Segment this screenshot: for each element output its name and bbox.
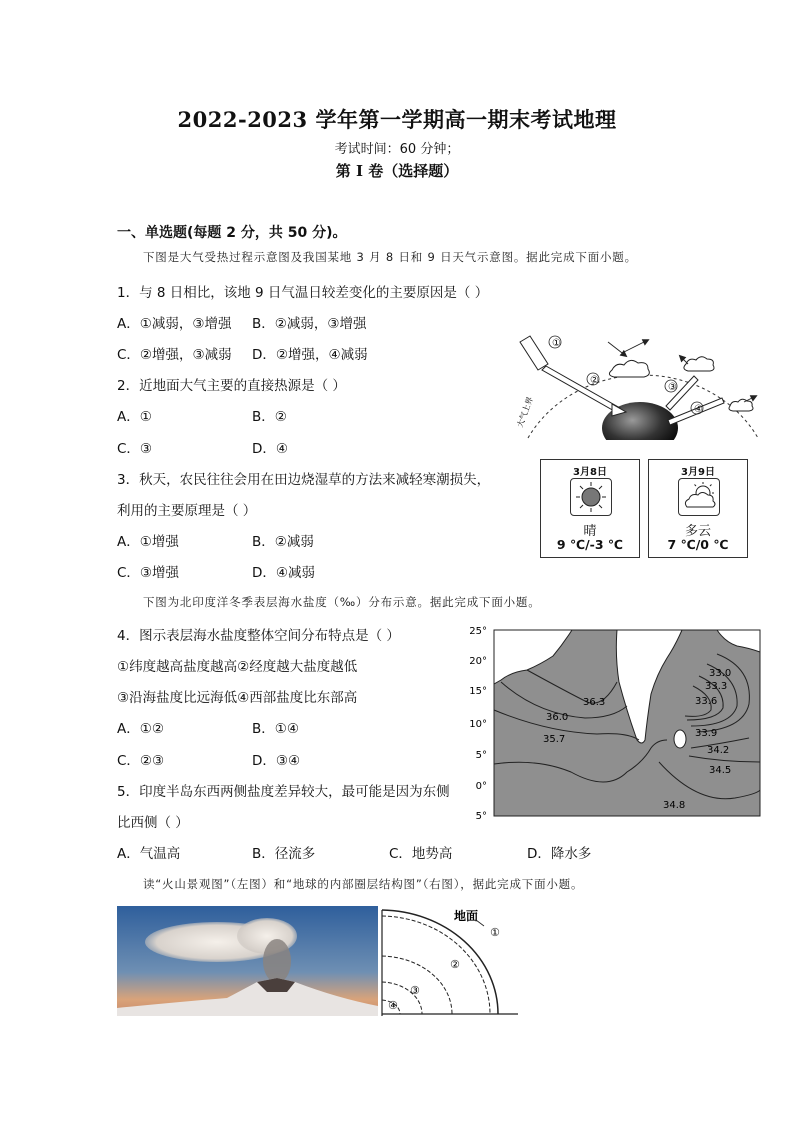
layer-label: ④ bbox=[388, 999, 398, 1012]
intro-text-1: 下图是大气受热过程示意图及我国某地 3 月 8 日和 9 日天气示意图。据此完成下面小题。 bbox=[143, 250, 637, 264]
lat-label: 15° bbox=[469, 686, 487, 697]
isoline-label: 34.8 bbox=[663, 800, 686, 811]
exam-time: 考试时间：60 分钟； bbox=[334, 142, 460, 157]
lat-label: 20° bbox=[469, 656, 487, 667]
sun-icon bbox=[570, 478, 612, 516]
question-1-stem: 1．与 8 日相比，该地 9 日气温日较差变化的主要原因是（ ） bbox=[117, 285, 489, 301]
layer-label: ① bbox=[490, 926, 500, 939]
question-5-option-b[interactable]: B．径流多 bbox=[252, 846, 316, 862]
question-2-stem: 2．近地面大气主要的直接热源是（ ） bbox=[117, 378, 346, 394]
atmosphere-heating-diagram bbox=[508, 330, 768, 442]
question-1-option-d[interactable]: D．②增强，④减弱 bbox=[252, 347, 368, 363]
question-4-option-b[interactable]: B．①④ bbox=[252, 721, 299, 737]
lat-label: 5° bbox=[475, 811, 487, 822]
arrow-1-label: ① bbox=[552, 338, 561, 349]
question-5-option-d[interactable]: D．降水多 bbox=[527, 846, 592, 862]
question-3-stem-line1: 3．秋天，农民往往会用在田边烧湿草的方法来减轻寒潮损失， bbox=[117, 472, 491, 488]
weather-date: 3月8日 bbox=[573, 467, 607, 478]
volcano-photo bbox=[117, 906, 378, 1016]
question-4-items-line1: ①纬度越高盐度越高②经度越大盐度越低 bbox=[117, 659, 358, 675]
cloud-icon bbox=[609, 360, 649, 377]
weather-temps: 7 ℃/0 ℃ bbox=[667, 537, 729, 552]
volume-heading: 第 I 卷（选择题） bbox=[335, 162, 459, 180]
weather-date: 3月9日 bbox=[681, 467, 715, 478]
question-4-option-c[interactable]: C．②③ bbox=[117, 753, 165, 769]
isoline-label: 33.0 bbox=[709, 668, 732, 679]
layer-label: ③ bbox=[410, 984, 420, 997]
arrow-2-icon bbox=[542, 366, 620, 412]
arrow-4-label: ④ bbox=[694, 404, 703, 415]
page-title: 2022-2023 学年第一学期高一期末考试地理 bbox=[177, 107, 617, 132]
question-3-stem-line2: 利用的主要原理是（ ） bbox=[117, 503, 257, 519]
question-3-option-a[interactable]: A．①增强 bbox=[117, 534, 179, 550]
isoline-label: 36.0 bbox=[546, 712, 569, 723]
question-1-option-b[interactable]: B．②减弱，③增强 bbox=[252, 316, 367, 332]
intro-text-2: 下图为北印度洋冬季表层海水盐度（‰）分布示意。据此完成下面小题。 bbox=[143, 595, 541, 609]
question-2-option-b[interactable]: B．② bbox=[252, 409, 287, 425]
question-5-option-a[interactable]: A．气温高 bbox=[117, 846, 181, 862]
question-5-option-c[interactable]: C．地势高 bbox=[389, 846, 453, 862]
isoline-label: 36.3 bbox=[583, 697, 606, 708]
lat-label: 25° bbox=[469, 626, 487, 637]
intro-text-3: 读“火山景观图”（左图）和“地球的内部圈层结构图”（右图），据此完成下面小题。 bbox=[143, 877, 584, 891]
question-2-option-c[interactable]: C．③ bbox=[117, 441, 153, 457]
question-3-option-d[interactable]: D．④减弱 bbox=[252, 565, 315, 581]
isoline-label: 35.7 bbox=[543, 734, 566, 745]
cloud-icon bbox=[729, 399, 753, 411]
weather-card-mar9 bbox=[648, 459, 748, 558]
section-heading: 一、单选题(每题 2 分，共 50 分)。 bbox=[117, 225, 347, 241]
isoline-label: 33.9 bbox=[695, 728, 718, 739]
boundary-label: 大气上界 bbox=[515, 395, 535, 429]
question-4-stem: 4．图示表层海水盐度整体空间分布特点是（ ） bbox=[117, 628, 400, 644]
isoline-label: 34.2 bbox=[707, 745, 730, 756]
question-4-option-a[interactable]: A．①② bbox=[117, 721, 164, 737]
weather-card-mar8 bbox=[540, 459, 640, 558]
question-5-stem-line2: 比西侧（ ） bbox=[117, 815, 189, 831]
question-3-option-c[interactable]: C．③增强 bbox=[117, 565, 180, 581]
land-srilanka bbox=[674, 730, 686, 748]
partly-cloudy-icon bbox=[678, 478, 720, 516]
salinity-map bbox=[467, 622, 765, 822]
arrow-2-label: ② bbox=[590, 375, 599, 386]
lat-label: 5° bbox=[475, 750, 487, 761]
lat-label: 10° bbox=[469, 719, 487, 730]
cloud-icon bbox=[684, 357, 714, 371]
isoline-label: 33.3 bbox=[705, 681, 728, 692]
question-1-option-a[interactable]: A．①减弱，③增强 bbox=[117, 316, 232, 332]
isoline-label: 33.6 bbox=[695, 696, 718, 707]
weather-condition: 多云 bbox=[684, 524, 711, 539]
arrow-1-icon bbox=[520, 336, 548, 370]
question-5-stem-line1: 5．印度半岛东西两侧盐度差异较大，最可能是因为东侧 bbox=[117, 784, 450, 800]
question-3-option-b[interactable]: B．②减弱 bbox=[252, 534, 314, 550]
ground-label: 地面 bbox=[454, 909, 479, 923]
question-4-items-line2: ③沿海盐度比远海低④西部盐度比东部高 bbox=[117, 690, 358, 706]
lat-label: 0° bbox=[475, 781, 487, 792]
question-2-option-d[interactable]: D．④ bbox=[252, 441, 288, 457]
question-2-option-a[interactable]: A．① bbox=[117, 409, 152, 425]
layer-label: ② bbox=[450, 958, 460, 971]
weather-condition: 晴 bbox=[583, 524, 597, 539]
question-1-option-c[interactable]: C．②增强，③减弱 bbox=[117, 347, 232, 363]
arrow-3-label: ③ bbox=[668, 382, 677, 393]
weather-temps: 9 ℃/-3 ℃ bbox=[556, 537, 624, 552]
earth-layers-diagram bbox=[380, 906, 520, 1016]
question-4-option-d[interactable]: D．③④ bbox=[252, 753, 301, 769]
isoline-label: 34.5 bbox=[709, 765, 732, 776]
